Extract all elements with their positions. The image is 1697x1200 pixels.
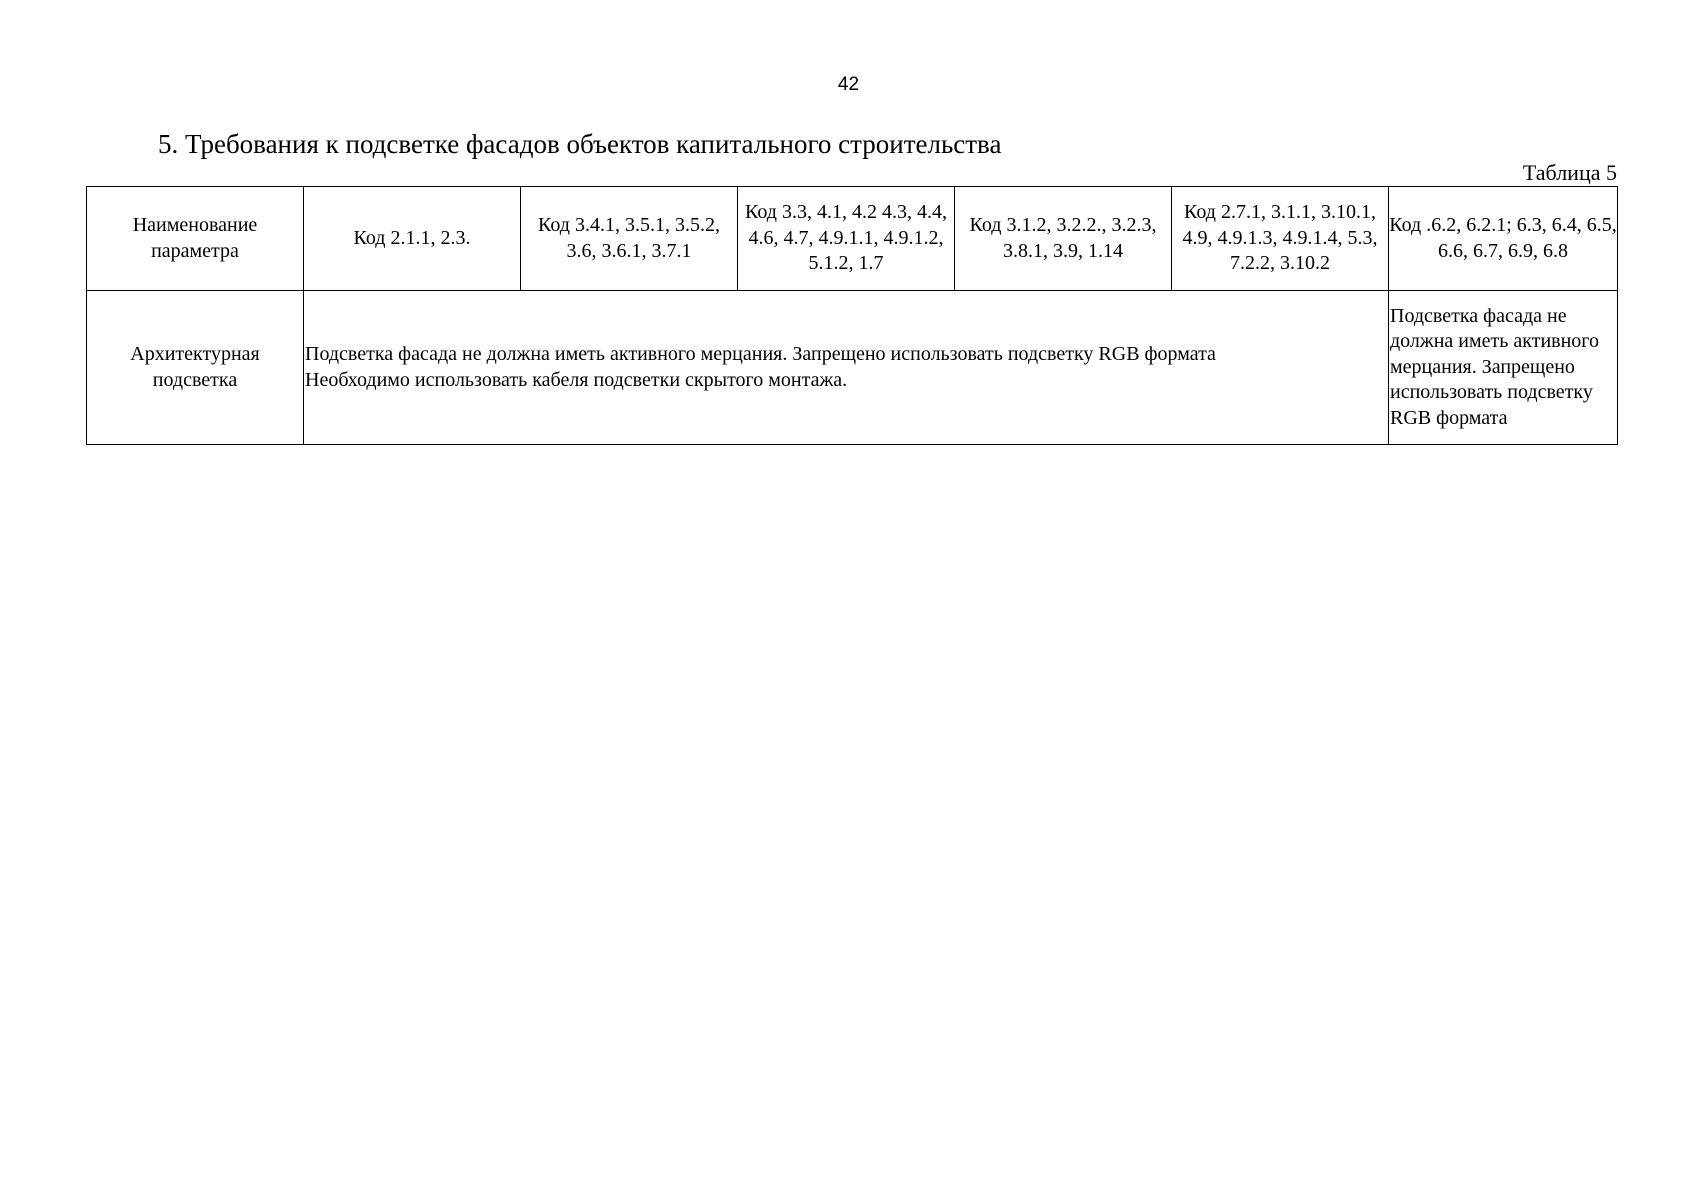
header-cell-code: Код 3.3, 4.1, 4.2 4.3, 4.4, 4.6, 4.7, 4.9.1.1, 4.9.1.2, 5.1.2, 1.7 <box>738 187 955 291</box>
table-row <box>87 291 1618 445</box>
merged-requirement-cell <box>304 291 1389 445</box>
header-cell-code: Код 2.1.1, 2.3. <box>304 187 521 291</box>
header-cell-parameter: Наименование параметра <box>87 187 304 291</box>
header-cell-code: Код 3.1.2, 3.2.2., 3.2.3, 3.8.1, 3.9, 1.14 <box>955 187 1172 291</box>
table-header-row <box>87 187 1618 291</box>
requirement-line: Подсветка фасада не должна иметь активного мерцания. Запрещено использовать подсветку RGB формата <box>305 343 1216 365</box>
page-number: 42 <box>837 74 860 95</box>
table-caption: Таблица 5 <box>1522 160 1617 185</box>
requirement-line: Необходимо использовать кабеля подсветки скрытого монтажа. <box>305 368 848 391</box>
parameter-cell: Архитектурная подсветка <box>87 291 304 445</box>
section-title: 5. Требования к подсветке фасадов объектов капитального строительства <box>158 129 1002 159</box>
requirements-table <box>86 186 1618 445</box>
last-column-requirement-cell: Подсветка фасада не должна иметь активного мерцания. Запрещено использовать подсветку RGB формата <box>1389 291 1618 445</box>
header-cell-code: Код 2.7.1, 3.1.1, 3.10.1, 4.9, 4.9.1.3, 4.9.1.4, 5.3, 7.2.2, 3.10.2 <box>1172 187 1389 291</box>
header-cell-code: Код .6.2, 6.2.1; 6.3, 6.4, 6.5, 6.6, 6.7, 6.9, 6.8 <box>1389 187 1618 291</box>
header-cell-code: Код 3.4.1, 3.5.1, 3.5.2, 3.6, 3.6.1, 3.7.1 <box>521 187 738 291</box>
